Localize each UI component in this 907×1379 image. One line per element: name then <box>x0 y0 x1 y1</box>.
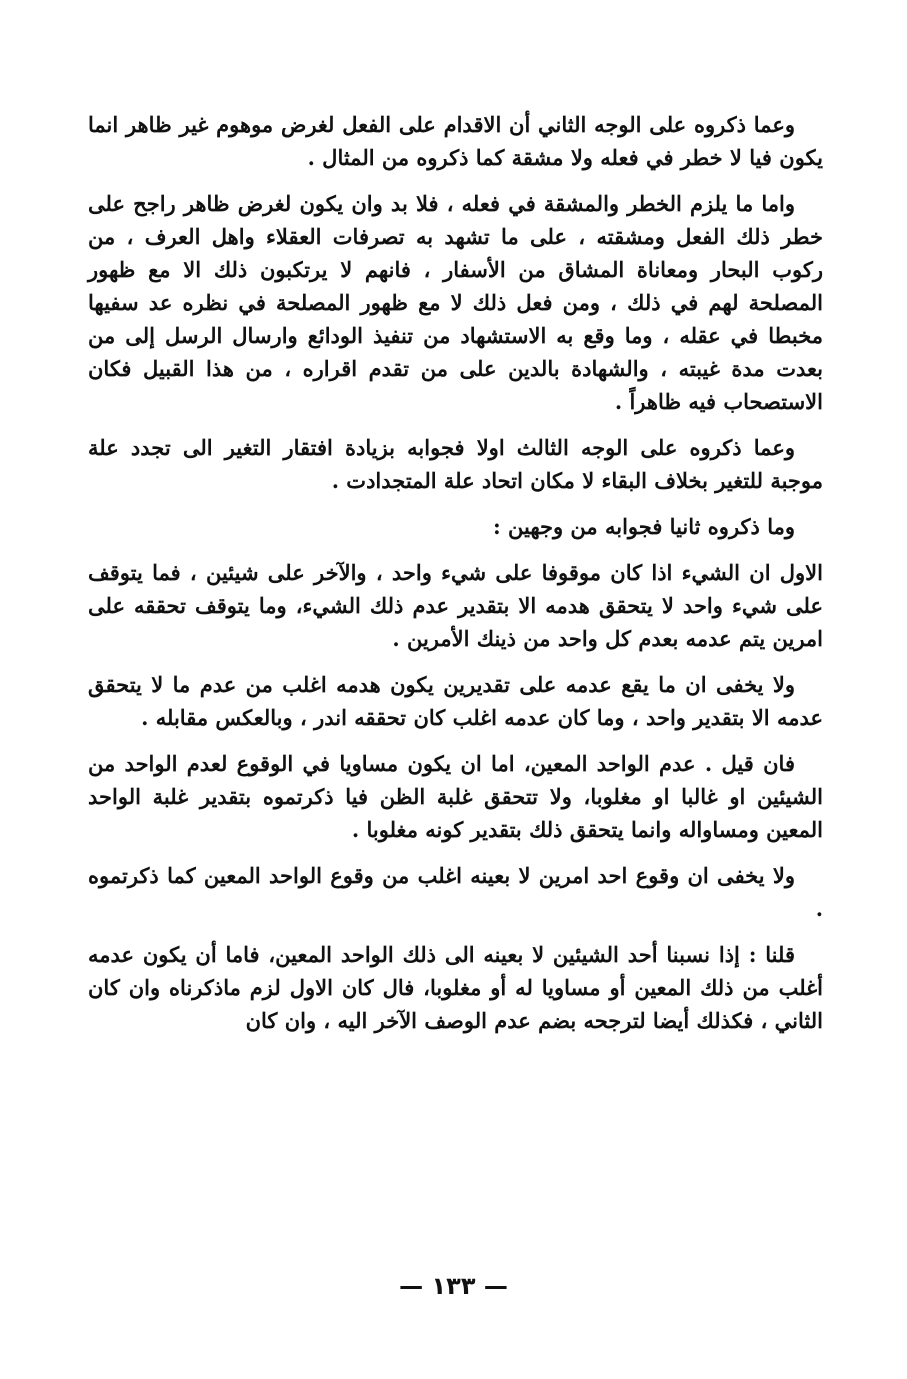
paragraph-6: ولا يخفى ان ما يقع عدمه على تقديرين يكون هدمه اغلب من عدم ما لا يتحقق عدمه الا بتقدير واحد ، وما كان عدمه اغلب كان تحققه اندر ، وبالعكس مقابله . <box>88 672 823 730</box>
paragraph-1: وعما ذكروه على الوجه الثاني أن الاقدام على الفعل لغرض موهوم غير ظاهر انما يكون فيا لا خطر في فعله ولا مشقة كما ذكروه من المثال . <box>88 112 823 170</box>
paragraph-8: ولا يخفى ان وقوع احد امرين لا بعينه اغلب من وقوع الواحد المعين كما ذكرتموه . <box>88 863 823 921</box>
paragraph-2: واما ما يلزم الخطر والمشقة في فعله ، فلا بد وان يكون لغرض ظاهر راجح على خطر ذلك الفعل ومشقته ، على ما تشهد به تصرفات العقلاء واهل العرف ، من ركوب البحار ومعاناة المشاق من الأسفار ، فانهم لا يرتكبون ذلك الا مع ظهور المصلحة لهم في ذلك ، ومن فعل ذلك لا مع ظهور المصلحة في نظره عد سفيها مخبطا في عقله ، وما وقع به الاستشهاد من تنفيذ الودائع وارسال الرسل إلى من بعدت مدة غيبته ، والشهادة بالدين على من تقدم اقراره ، من هذا القبيل فكان الاستصحاب فيه ظاهراً . <box>88 191 823 414</box>
paragraph-4: وما ذكروه ثانيا فجوابه من وجهين : <box>492 514 795 539</box>
body-text <box>88 108 823 1050</box>
paragraph-5: الاول ان الشيء اذا كان موقوفا على شيء واحد ، والآخر على شيئين ، فما يتوقف على شيء واحد لا يتحقق هدمه الا بتقدير عدم ذلك الشيء، وما يتوقف تحققه على امرين يتم عدمه بعدم كل واحد من ذينك الأمرين . <box>88 560 823 651</box>
page-number: — ١٣٣ — <box>399 1272 508 1300</box>
paragraph-3: وعما ذكروه على الوجه الثالث اولا فجوابه بزيادة افتقار التغير الى تجدد علة موجبة للتغير بخلاف البقاء لا مكان اتحاد علة المتجدادت . <box>88 435 823 493</box>
paragraph-9: قلنا : إذا نسبنا أحد الشيئين لا بعينه الى ذلك الواحد المعين، فاما أن يكون عدمه أغلب من ذلك المعين أو مساويا له أو مغلوبا، فال كان الاول لزم ماذكرناه وان كان الثاني ، فكذلك أيضا لترجحه بضم عدم الوصف الآخر اليه ، وان كان <box>88 942 823 1033</box>
paragraph-7: فان قيل . عدم الواحد المعين، اما ان يكون مساويا في الوقوع لعدم الواحد من الشيئين او غالبا او مغلوبا، ولا تتحقق غلبة الظن فيا ذكرتموه بتقدير غلبة الواحد المعين ومساواله وانما يتحقق ذلك بتقدير كونه مغلوبا . <box>88 751 823 842</box>
